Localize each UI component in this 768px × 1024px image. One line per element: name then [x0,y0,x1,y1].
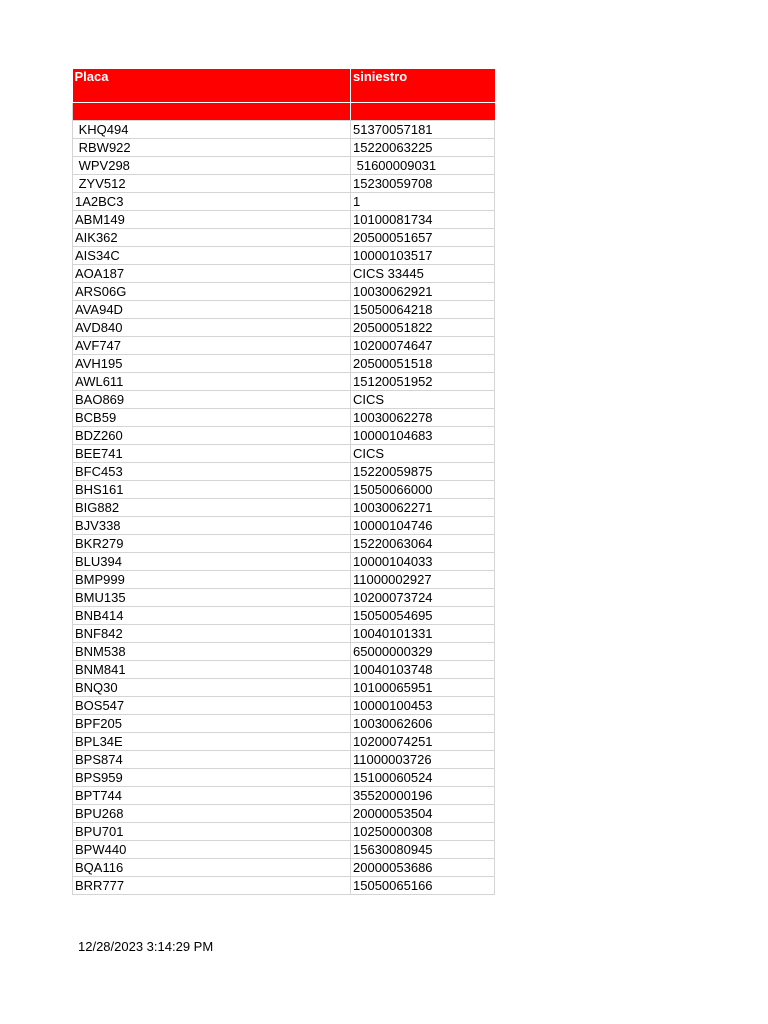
placa-cell: BFC453 [73,463,351,481]
table-row [73,607,495,625]
table-row [73,751,495,769]
siniestro-cell: 10040103748 [351,661,495,679]
siniestro-cell: 10030062271 [351,499,495,517]
table-row [73,193,495,211]
placa-cell: BDZ260 [73,427,351,445]
placa-cell: KHQ494 [73,121,351,139]
siniestro-cell: 11000003726 [351,751,495,769]
header-spacer-row [73,103,495,121]
placa-cell: BIG882 [73,499,351,517]
siniestro-cell: 65000000329 [351,643,495,661]
siniestro-cell: 10040101331 [351,625,495,643]
siniestro-cell: 1 [351,193,495,211]
table-row [73,391,495,409]
placa-cell: BNQ30 [73,679,351,697]
placa-cell: BRR777 [73,877,351,895]
placa-cell: 1A2BC3 [73,193,351,211]
siniestro-cell: CICS [351,391,495,409]
siniestro-cell: 35520000196 [351,787,495,805]
table-row [73,769,495,787]
column-header-siniestro: siniestro [351,69,495,103]
placa-cell: ABM149 [73,211,351,229]
placa-cell: BKR279 [73,535,351,553]
table-row [73,589,495,607]
table-row [73,157,495,175]
table-row [73,283,495,301]
table-row [73,553,495,571]
siniestro-cell: 20500051518 [351,355,495,373]
siniestro-cell: 10000104033 [351,553,495,571]
siniestro-cell: 15050054695 [351,607,495,625]
header-row [73,69,495,103]
placa-cell: ARS06G [73,283,351,301]
siniestro-cell: CICS [351,445,495,463]
table-row [73,337,495,355]
table-row [73,841,495,859]
siniestro-cell: 10000103517 [351,247,495,265]
siniestro-cell: 20500051822 [351,319,495,337]
siniestro-cell: 15050064218 [351,301,495,319]
placa-cell: RBW922 [73,139,351,157]
placa-cell: AVA94D [73,301,351,319]
placa-cell: BAO869 [73,391,351,409]
placa-cell: BMU135 [73,589,351,607]
table-row [73,661,495,679]
siniestro-cell: 15630080945 [351,841,495,859]
placa-cell: BMP999 [73,571,351,589]
table-row [73,805,495,823]
header-spacer-cell [73,103,351,121]
placa-cell: AWL611 [73,373,351,391]
placa-cell: ZYV512 [73,175,351,193]
placa-cell: BPL34E [73,733,351,751]
table-row [73,481,495,499]
table-row [73,679,495,697]
placa-cell: AVD840 [73,319,351,337]
table-row [73,697,495,715]
table-row [73,859,495,877]
siniestro-cell: 20000053686 [351,859,495,877]
table-row [73,499,495,517]
placa-cell: BPU701 [73,823,351,841]
table-row [73,175,495,193]
siniestro-cell: 10100065951 [351,679,495,697]
header-spacer-cell [351,103,495,121]
placa-cell: BCB59 [73,409,351,427]
table-row [73,535,495,553]
table-row [73,571,495,589]
table-row [73,625,495,643]
table-row [73,139,495,157]
siniestro-cell: 20500051657 [351,229,495,247]
siniestro-cell: 10200073724 [351,589,495,607]
placa-cell: AVF747 [73,337,351,355]
siniestro-cell: 15220059875 [351,463,495,481]
siniestro-cell: 10000100453 [351,697,495,715]
table-row [73,877,495,895]
table-row [73,463,495,481]
siniestro-cell: 15100060524 [351,769,495,787]
placa-cell: BNM841 [73,661,351,679]
placa-cell: BNM538 [73,643,351,661]
siniestro-cell: 15220063225 [351,139,495,157]
placa-cell: WPV298 [73,157,351,175]
table-row [73,211,495,229]
siniestro-cell: 10030062606 [351,715,495,733]
siniestro-cell: 20000053504 [351,805,495,823]
table-row [73,247,495,265]
table-row [73,715,495,733]
table-row [73,823,495,841]
placa-cell: BLU394 [73,553,351,571]
table-row [73,787,495,805]
placa-cell: BPF205 [73,715,351,733]
table-row [73,373,495,391]
placa-cell: BHS161 [73,481,351,499]
siniestro-cell: 51600009031 [351,157,495,175]
siniestro-cell: 15050065166 [351,877,495,895]
placa-cell: BPW440 [73,841,351,859]
siniestro-cell: CICS 33445 [351,265,495,283]
siniestro-cell: 10030062921 [351,283,495,301]
table-row [73,319,495,337]
table-body [73,121,495,895]
table-row [73,121,495,139]
placa-cell: BJV338 [73,517,351,535]
table-row [73,301,495,319]
siniestro-cell: 10000104683 [351,427,495,445]
table-row [73,229,495,247]
placa-cell: AVH195 [73,355,351,373]
placa-cell: BPS874 [73,751,351,769]
placa-cell: AIK362 [73,229,351,247]
table-row [73,733,495,751]
siniestro-cell: 11000002927 [351,571,495,589]
siniestro-cell: 10250000308 [351,823,495,841]
siniestro-cell: 10100081734 [351,211,495,229]
siniestro-cell: 15220063064 [351,535,495,553]
print-timestamp: 12/28/2023 3:14:29 PM [78,939,214,954]
siniestro-cell: 15050066000 [351,481,495,499]
placa-cell: BPU268 [73,805,351,823]
siniestro-cell: 10200074251 [351,733,495,751]
placa-cell: BEE741 [73,445,351,463]
placa-cell: BPT744 [73,787,351,805]
table-row [73,445,495,463]
placa-cell: BNF842 [73,625,351,643]
table-row [73,355,495,373]
placa-cell: BPS959 [73,769,351,787]
siniestro-cell: 10200074647 [351,337,495,355]
table-row [73,409,495,427]
table-row [73,265,495,283]
data-table [72,69,495,895]
placa-cell: AIS34C [73,247,351,265]
placa-cell: BQA116 [73,859,351,877]
siniestro-cell: 15120051952 [351,373,495,391]
siniestro-cell: 10000104746 [351,517,495,535]
placa-cell: BOS547 [73,697,351,715]
siniestro-cell: 51370057181 [351,121,495,139]
table-row [73,517,495,535]
placa-cell: AOA187 [73,265,351,283]
placa-cell: BNB414 [73,607,351,625]
siniestro-cell: 10030062278 [351,409,495,427]
column-header-placa: Placa [73,69,351,103]
table-row [73,427,495,445]
siniestro-cell: 15230059708 [351,175,495,193]
table-row [73,643,495,661]
